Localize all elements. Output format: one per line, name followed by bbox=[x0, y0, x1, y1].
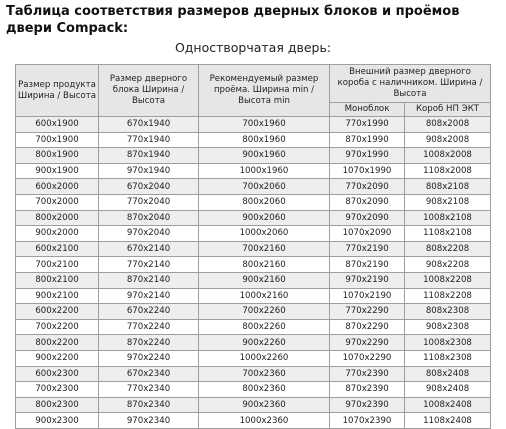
table-cell: 800x1900 bbox=[16, 148, 99, 164]
table-cell: 770x2090 bbox=[330, 179, 405, 195]
table-cell: 670x2340 bbox=[99, 366, 199, 382]
table-cell: 870x1940 bbox=[99, 148, 199, 164]
table-cell: 1070x1990 bbox=[330, 163, 405, 179]
table-cell: 970x2340 bbox=[99, 413, 199, 429]
table-cell: 970x2140 bbox=[99, 288, 199, 304]
table-cell: 900x1900 bbox=[16, 163, 99, 179]
table-row bbox=[16, 397, 491, 413]
header-korob: Короб НП ЭКТ bbox=[405, 103, 491, 117]
table-header bbox=[16, 65, 491, 117]
table-cell: 800x2260 bbox=[199, 319, 330, 335]
table-row bbox=[16, 117, 491, 133]
table-row bbox=[16, 319, 491, 335]
table-cell: 970x2090 bbox=[330, 210, 405, 226]
table-cell: 900x2200 bbox=[16, 350, 99, 366]
table-row bbox=[16, 226, 491, 242]
table-cell: 1108x2008 bbox=[405, 163, 491, 179]
table-cell: 800x2060 bbox=[199, 194, 330, 210]
table-cell: 1000x2060 bbox=[199, 226, 330, 242]
table-cell: 770x1940 bbox=[99, 132, 199, 148]
table-cell: 770x2190 bbox=[330, 241, 405, 257]
table-cell: 870x2240 bbox=[99, 335, 199, 351]
table-cell: 900x1960 bbox=[199, 148, 330, 164]
table-cell: 1008x2208 bbox=[405, 272, 491, 288]
table-cell: 808x2408 bbox=[405, 366, 491, 382]
table-cell: 808x2108 bbox=[405, 179, 491, 195]
table-cell: 770x2290 bbox=[330, 304, 405, 320]
table-cell: 1108x2108 bbox=[405, 226, 491, 242]
table-cell: 800x2360 bbox=[199, 382, 330, 398]
table-cell: 600x1900 bbox=[16, 117, 99, 133]
header-product-size: Размер продукта Ширина / Высота bbox=[16, 65, 99, 117]
table-body bbox=[16, 117, 491, 429]
header-block-size: Размер дверного блока Ширина / Высота bbox=[99, 65, 199, 117]
table-row bbox=[16, 148, 491, 164]
table-cell: 600x2300 bbox=[16, 366, 99, 382]
table-cell: 970x1940 bbox=[99, 163, 199, 179]
table-cell: 770x2240 bbox=[99, 319, 199, 335]
table-cell: 800x2300 bbox=[16, 397, 99, 413]
table-cell: 1108x2208 bbox=[405, 288, 491, 304]
table-cell: 1070x2290 bbox=[330, 350, 405, 366]
table-cell: 800x2100 bbox=[16, 272, 99, 288]
table-cell: 670x1940 bbox=[99, 117, 199, 133]
table-cell: 1000x1960 bbox=[199, 163, 330, 179]
table-cell: 770x2140 bbox=[99, 257, 199, 273]
size-table bbox=[15, 64, 491, 429]
table-cell: 970x2240 bbox=[99, 350, 199, 366]
table-cell: 1008x2008 bbox=[405, 148, 491, 164]
table-cell: 700x1960 bbox=[199, 117, 330, 133]
table-cell: 670x2240 bbox=[99, 304, 199, 320]
table-cell: 770x1990 bbox=[330, 117, 405, 133]
table-subtitle: Одностворчатая дверь: bbox=[174, 40, 332, 55]
table-cell: 870x2190 bbox=[330, 257, 405, 273]
table-cell: 1070x2190 bbox=[330, 288, 405, 304]
table-cell: 600x2200 bbox=[16, 304, 99, 320]
table-row bbox=[16, 288, 491, 304]
header-external-size: Внешний размер дверного короба с наличником. Ширина / Высота bbox=[330, 65, 491, 103]
page-title: Таблица соответствия размеров дверных блоков и проёмов двери Compack: bbox=[6, 4, 460, 36]
table-cell: 908x2208 bbox=[405, 257, 491, 273]
table-row bbox=[16, 132, 491, 148]
table-cell: 700x2100 bbox=[16, 257, 99, 273]
table-cell: 870x2390 bbox=[330, 382, 405, 398]
table-cell: 1108x2408 bbox=[405, 413, 491, 429]
table-cell: 970x2390 bbox=[330, 397, 405, 413]
table-cell: 600x2100 bbox=[16, 241, 99, 257]
table-cell: 1070x2390 bbox=[330, 413, 405, 429]
table-cell: 1008x2308 bbox=[405, 335, 491, 351]
table-cell: 870x2090 bbox=[330, 194, 405, 210]
table-cell: 1108x2308 bbox=[405, 350, 491, 366]
table-cell: 900x2260 bbox=[199, 335, 330, 351]
table-cell: 970x2040 bbox=[99, 226, 199, 242]
table-cell: 700x2260 bbox=[199, 304, 330, 320]
table-cell: 1000x2160 bbox=[199, 288, 330, 304]
table-row bbox=[16, 210, 491, 226]
table-cell: 970x1990 bbox=[330, 148, 405, 164]
table-cell: 1008x2408 bbox=[405, 397, 491, 413]
table-cell: 908x2108 bbox=[405, 194, 491, 210]
table-cell: 900x2360 bbox=[199, 397, 330, 413]
table-row bbox=[16, 257, 491, 273]
table-cell: 908x2008 bbox=[405, 132, 491, 148]
table-row bbox=[16, 335, 491, 351]
table-cell: 808x2208 bbox=[405, 241, 491, 257]
table-cell: 800x2000 bbox=[16, 210, 99, 226]
table-cell: 700x2300 bbox=[16, 382, 99, 398]
table-cell: 670x2040 bbox=[99, 179, 199, 195]
table-cell: 970x2290 bbox=[330, 335, 405, 351]
table-cell: 770x2390 bbox=[330, 366, 405, 382]
table-cell: 770x2340 bbox=[99, 382, 199, 398]
table-cell: 1070x2090 bbox=[330, 226, 405, 242]
table-cell: 870x2340 bbox=[99, 397, 199, 413]
table-cell: 700x2360 bbox=[199, 366, 330, 382]
table-row bbox=[16, 366, 491, 382]
table-cell: 900x2100 bbox=[16, 288, 99, 304]
header-opening-size: Рекомендуемый размер проёма. Ширина min / Высота min bbox=[199, 65, 330, 117]
table-row bbox=[16, 350, 491, 366]
table-cell: 700x2000 bbox=[16, 194, 99, 210]
table-cell: 870x1990 bbox=[330, 132, 405, 148]
table-cell: 700x1900 bbox=[16, 132, 99, 148]
table-cell: 1008x2108 bbox=[405, 210, 491, 226]
table-cell: 870x2140 bbox=[99, 272, 199, 288]
table-cell: 870x2040 bbox=[99, 210, 199, 226]
table-cell: 900x2300 bbox=[16, 413, 99, 429]
table-row bbox=[16, 304, 491, 320]
table-cell: 800x2160 bbox=[199, 257, 330, 273]
table-row bbox=[16, 179, 491, 195]
table-cell: 1000x2360 bbox=[199, 413, 330, 429]
table-cell: 808x2008 bbox=[405, 117, 491, 133]
table-cell: 900x2000 bbox=[16, 226, 99, 242]
table-cell: 600x2000 bbox=[16, 179, 99, 195]
header-monoblock: Моноблок bbox=[330, 103, 405, 117]
table-cell: 770x2040 bbox=[99, 194, 199, 210]
table-row bbox=[16, 272, 491, 288]
table-cell: 908x2408 bbox=[405, 382, 491, 398]
table-row bbox=[16, 413, 491, 429]
table-cell: 1000x2260 bbox=[199, 350, 330, 366]
table-row bbox=[16, 241, 491, 257]
table-cell: 808x2308 bbox=[405, 304, 491, 320]
table-cell: 870x2290 bbox=[330, 319, 405, 335]
table-cell: 800x1960 bbox=[199, 132, 330, 148]
table-row bbox=[16, 382, 491, 398]
table-cell: 700x2160 bbox=[199, 241, 330, 257]
table-row bbox=[16, 194, 491, 210]
table-cell: 670x2140 bbox=[99, 241, 199, 257]
table-cell: 700x2060 bbox=[199, 179, 330, 195]
table-cell: 800x2200 bbox=[16, 335, 99, 351]
table-cell: 700x2200 bbox=[16, 319, 99, 335]
table-row bbox=[16, 163, 491, 179]
table-cell: 908x2308 bbox=[405, 319, 491, 335]
table-cell: 970x2190 bbox=[330, 272, 405, 288]
table-cell: 900x2160 bbox=[199, 272, 330, 288]
table-cell: 900x2060 bbox=[199, 210, 330, 226]
